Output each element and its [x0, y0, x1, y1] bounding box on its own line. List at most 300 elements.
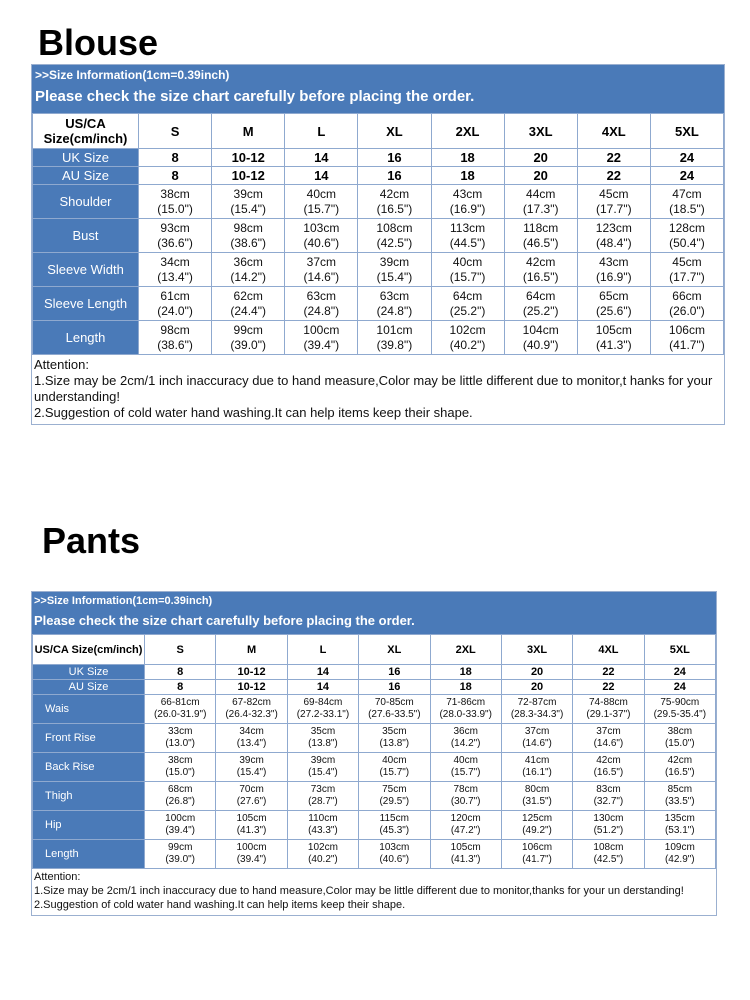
cm-value: 40cm — [453, 754, 478, 766]
measurement-cell — [358, 219, 431, 253]
size-value: 14 — [287, 665, 358, 680]
cm-value: 105cm — [450, 841, 481, 853]
cm-value: 125cm — [522, 812, 553, 824]
cm-value: 75cm — [382, 783, 407, 795]
cm-value: 135cm — [664, 812, 695, 824]
pants-heading: Pants — [42, 520, 141, 561]
table-row — [33, 695, 716, 724]
measurement-cell — [504, 219, 577, 253]
measurement-cell — [145, 782, 216, 811]
size-col-header: 5XL — [650, 114, 723, 149]
size-value: 18 — [431, 167, 504, 185]
cm-value: 68cm — [167, 783, 193, 795]
inch-value: (32.7") — [593, 796, 624, 807]
measurement-cell — [216, 695, 287, 724]
size-value: 8 — [139, 149, 212, 167]
inch-value: (28.7") — [308, 796, 338, 807]
inch-value: (41.3") — [596, 337, 632, 352]
measurement-cell — [139, 185, 212, 219]
inch-value: (46.5") — [522, 235, 559, 250]
inch-value: (15.0") — [157, 201, 193, 216]
measurement-cell — [573, 840, 644, 869]
inch-value: (42.9") — [664, 854, 695, 865]
cm-value: 130cm — [593, 812, 624, 824]
cm-value: 85cm — [667, 783, 693, 795]
inch-value: (41.3") — [450, 854, 481, 865]
measurement-cell — [212, 185, 285, 219]
measurement-cell — [359, 753, 430, 782]
cm-value: 33cm — [167, 725, 193, 737]
measurement-cell — [139, 287, 212, 321]
cm-value: 44cm — [526, 186, 556, 201]
cm-value: 63cm — [379, 288, 410, 303]
cm-value: 115cm — [379, 812, 409, 824]
inch-value: (24.0") — [157, 303, 193, 318]
measurement-cell — [430, 753, 501, 782]
inch-value: (26.0-31.9") — [153, 709, 207, 720]
size-col-header: 2XL — [431, 114, 504, 149]
cm-value: 80cm — [524, 783, 550, 795]
inch-value: (41.7") — [669, 337, 705, 352]
inch-value: (16.9") — [596, 269, 632, 284]
size-value: 22 — [573, 680, 644, 695]
attention-title: Attention: — [34, 871, 81, 883]
inch-value: (29.5") — [379, 796, 410, 807]
inch-value: (41.7") — [522, 854, 552, 865]
inch-value: (15.0") — [165, 767, 196, 778]
inch-value: (39.0") — [165, 854, 196, 865]
measurement-cell — [285, 219, 358, 253]
cm-value: 128cm — [668, 220, 705, 235]
measurement-cell — [145, 840, 216, 869]
inch-value: (27.6") — [236, 796, 267, 807]
size-value: 24 — [650, 149, 723, 167]
measurement-cell — [501, 753, 572, 782]
cm-value: 42cm — [379, 186, 410, 201]
measurement-label: Bust — [33, 219, 139, 253]
table-row — [33, 753, 716, 782]
measurement-cell — [285, 253, 358, 287]
cm-value: 93cm — [160, 220, 190, 235]
measurement-cell — [216, 724, 287, 753]
cm-value: 39cm — [233, 186, 263, 201]
au-size-row — [33, 680, 716, 695]
measurement-cell — [358, 253, 431, 287]
size-header-row — [33, 114, 724, 149]
cm-value: 64cm — [452, 288, 483, 303]
cm-value: 103cm — [303, 220, 340, 235]
measurement-cell — [501, 724, 572, 753]
size-value: 18 — [431, 149, 504, 167]
size-value: 16 — [358, 149, 431, 167]
inch-value: (25.6") — [596, 303, 632, 318]
size-col-header: XL — [358, 114, 431, 149]
cm-value: 62cm — [233, 288, 263, 303]
measurement-cell — [430, 840, 501, 869]
measurement-cell — [431, 185, 504, 219]
cm-value: 105cm — [595, 322, 632, 337]
inch-value: (15.4") — [230, 201, 266, 216]
inch-value: (36.6") — [157, 235, 193, 250]
inch-value: (15.4") — [376, 269, 413, 284]
measurement-cell — [359, 695, 430, 724]
cm-value: 37cm — [596, 725, 621, 737]
measurement-cell — [145, 811, 216, 840]
cm-value: 75-90cm — [660, 696, 700, 708]
size-col-header: 5XL — [644, 635, 715, 665]
size-value: 22 — [577, 167, 650, 185]
measurement-cell — [431, 219, 504, 253]
table-row — [33, 253, 724, 287]
inch-value: (27.6-33.5") — [368, 709, 421, 720]
cm-value: 34cm — [239, 725, 264, 737]
measurement-cell — [501, 840, 572, 869]
inch-value: (43.3") — [308, 825, 338, 836]
cm-value: 71-86cm — [446, 696, 486, 708]
size-value: 10-12 — [216, 680, 287, 695]
inch-value: (16.5") — [593, 767, 624, 778]
attention-notes — [32, 869, 716, 915]
measurement-cell — [573, 753, 644, 782]
cm-value: 40cm — [306, 186, 336, 201]
inch-value: (24.4") — [230, 303, 266, 318]
size-col-header: M — [216, 635, 287, 665]
inch-value: (15.7") — [379, 767, 410, 778]
inch-value: (39.8") — [376, 337, 413, 352]
measurement-label: Length — [33, 321, 139, 355]
measurement-cell — [504, 185, 577, 219]
measurement-cell — [359, 811, 430, 840]
pants-size-chart — [31, 591, 717, 916]
size-value: 20 — [501, 665, 572, 680]
cm-value: 100cm — [236, 841, 267, 853]
size-value: 24 — [644, 680, 715, 695]
size-value: 14 — [285, 149, 358, 167]
inch-value: (28.3-34.3") — [510, 709, 564, 720]
inch-value: (15.4") — [236, 767, 267, 778]
inch-value: (29.1-37") — [586, 709, 631, 720]
size-col-header: S — [145, 635, 216, 665]
cm-value: 106cm — [522, 841, 553, 853]
measurement-cell — [139, 321, 212, 355]
cm-value: 78cm — [453, 783, 478, 795]
row-label: AU Size — [33, 167, 139, 185]
inch-value: (15.7") — [449, 269, 486, 284]
size-info-banner — [32, 65, 724, 113]
inch-value: (26.8") — [165, 796, 196, 807]
measurement-cell — [644, 782, 715, 811]
inch-value: (17.7") — [596, 201, 632, 216]
size-info-text: >>Size Information(1cm=0.39inch) — [34, 595, 213, 607]
cm-value: 42cm — [596, 754, 621, 766]
cm-value: 69-84cm — [303, 696, 343, 708]
cm-value: 108cm — [593, 841, 624, 853]
cm-value: 35cm — [382, 725, 407, 737]
inch-value: (39.4") — [165, 825, 196, 836]
cm-value: 34cm — [160, 254, 190, 269]
cm-value: 43cm — [452, 186, 483, 201]
measurement-cell — [573, 811, 644, 840]
attention-note-1: 1.Size may be 2cm/1 inch inaccuracy due to hand measure,Color may be little different due to monitor,thanks for your un derstanding! — [34, 885, 684, 897]
cm-value: 45cm — [672, 254, 702, 269]
measurement-cell — [139, 219, 212, 253]
measurement-cell — [358, 321, 431, 355]
inch-value: (16.9") — [449, 201, 486, 216]
size-value: 16 — [359, 665, 430, 680]
cm-value: 39cm — [379, 254, 410, 269]
measurement-cell — [287, 782, 358, 811]
measurement-cell — [431, 253, 504, 287]
measurement-label: Shoulder — [33, 185, 139, 219]
cm-value: 83cm — [596, 783, 621, 795]
cm-value: 41cm — [524, 754, 550, 766]
cm-value: 99cm — [167, 841, 193, 853]
cm-value: 74-88cm — [588, 696, 628, 708]
measurement-cell — [577, 219, 650, 253]
size-info-text: >>Size Information(1cm=0.39inch) — [35, 68, 230, 82]
size-col-header: M — [212, 114, 285, 149]
measurement-cell — [577, 321, 650, 355]
size-value: 8 — [145, 665, 216, 680]
inch-value: (24.8") — [303, 303, 340, 318]
cm-value: 65cm — [599, 288, 629, 303]
size-col-header: 3XL — [501, 635, 572, 665]
measurement-cell — [650, 253, 723, 287]
row-label: AU Size — [33, 680, 145, 695]
cm-value: 106cm — [668, 322, 705, 337]
cm-value: 101cm — [376, 322, 413, 337]
measurement-cell — [644, 811, 715, 840]
cm-value: 66cm — [672, 288, 702, 303]
inch-value: (39.4") — [236, 854, 267, 865]
size-col-header: 4XL — [573, 635, 644, 665]
measurement-cell — [359, 782, 430, 811]
cm-value: 100cm — [303, 322, 340, 337]
inch-value: (30.7") — [450, 796, 481, 807]
measurement-cell — [285, 185, 358, 219]
measurement-cell — [650, 219, 723, 253]
attention-title: Attention: — [34, 357, 89, 372]
measurement-cell — [430, 724, 501, 753]
cm-value: 98cm — [233, 220, 263, 235]
cm-value: 39cm — [239, 754, 264, 766]
cm-value: 42cm — [667, 754, 693, 766]
size-value: 14 — [287, 680, 358, 695]
table-row — [33, 185, 724, 219]
cm-value: 40cm — [452, 254, 483, 269]
cm-value: 100cm — [165, 812, 196, 824]
inch-value: (13.4") — [236, 738, 267, 749]
cm-value: 42cm — [526, 254, 556, 269]
measurement-cell — [285, 321, 358, 355]
cm-value: 102cm — [307, 841, 338, 853]
inch-value: (17.3") — [522, 201, 559, 216]
measurement-label: Length — [33, 840, 145, 869]
inch-value: (40.6") — [303, 235, 340, 250]
measurement-cell — [287, 753, 358, 782]
table-row — [33, 321, 724, 355]
size-col-header: 3XL — [504, 114, 577, 149]
measurement-cell — [650, 185, 723, 219]
measurement-cell — [430, 811, 501, 840]
measurement-cell — [358, 287, 431, 321]
measurement-cell — [216, 753, 287, 782]
au-size-row — [33, 167, 724, 185]
attention-note-2: 2.Suggestion of cold water hand washing.It can help items keep their shape. — [34, 899, 406, 911]
table-row — [33, 724, 716, 753]
size-value: 8 — [139, 167, 212, 185]
measurement-cell — [577, 287, 650, 321]
measurement-cell — [431, 287, 504, 321]
cm-value: 38cm — [667, 725, 693, 737]
measurement-cell — [212, 287, 285, 321]
inch-value: (27.2-33.1") — [296, 709, 350, 720]
measurement-cell — [139, 253, 212, 287]
cm-value: 64cm — [526, 288, 556, 303]
inch-value: (45.3") — [379, 825, 410, 836]
inch-value: (16.5") — [376, 201, 413, 216]
inch-value: (40.2") — [449, 337, 486, 352]
cm-value: 36cm — [453, 725, 478, 737]
measurement-cell — [430, 782, 501, 811]
size-col-header: L — [285, 114, 358, 149]
cm-value: 37cm — [524, 725, 550, 737]
inch-value: (33.5") — [664, 796, 695, 807]
inch-value: (49.2") — [522, 825, 552, 836]
size-value: 20 — [501, 680, 572, 695]
size-notice-text: Please check the size chart carefully before placing the order. — [34, 613, 415, 628]
inch-value: (40.2") — [308, 854, 338, 865]
blouse-heading: Blouse — [38, 22, 159, 63]
cm-value: 99cm — [233, 322, 263, 337]
cm-value: 43cm — [599, 254, 629, 269]
measurement-cell — [644, 840, 715, 869]
measurement-cell — [145, 724, 216, 753]
measurement-cell — [359, 840, 430, 869]
measurement-label: Wais — [33, 695, 145, 724]
measurement-cell — [145, 753, 216, 782]
size-value: 22 — [577, 149, 650, 167]
measurement-cell — [577, 185, 650, 219]
cm-value: 70cm — [239, 783, 264, 795]
size-notice-text: Please check the size chart carefully before placing the order. — [35, 88, 475, 105]
cm-value: 104cm — [522, 322, 559, 337]
cm-value: 110cm — [308, 812, 338, 824]
cm-value: 123cm — [595, 220, 632, 235]
measurement-label: Back Rise — [33, 753, 145, 782]
cm-value: 70-85cm — [374, 696, 414, 708]
table-row — [33, 840, 716, 869]
row-label: UK Size — [33, 665, 145, 680]
size-value: 10-12 — [212, 149, 285, 167]
inch-value: (40.9") — [522, 337, 559, 352]
attention-notes — [32, 355, 724, 424]
inch-value: (47.2") — [450, 825, 481, 836]
inch-value: (39.4") — [303, 337, 340, 352]
size-value: 18 — [430, 665, 501, 680]
cm-value: 35cm — [310, 725, 336, 737]
size-header-label: US/CA Size(cm/inch) — [33, 635, 145, 665]
measurement-cell — [212, 219, 285, 253]
inch-value: (16.5") — [522, 269, 559, 284]
cm-value: 38cm — [160, 186, 190, 201]
size-value: 20 — [504, 149, 577, 167]
inch-value: (31.5") — [522, 796, 552, 807]
size-header-label: US/CA Size(cm/inch) — [33, 114, 139, 149]
measurement-cell — [145, 695, 216, 724]
measurement-cell — [650, 287, 723, 321]
measurement-cell — [644, 724, 715, 753]
size-header-row — [33, 635, 716, 665]
size-table — [32, 634, 716, 869]
size-col-header: 2XL — [430, 635, 501, 665]
inch-value: (38.6") — [157, 337, 193, 352]
cm-value: 73cm — [310, 783, 336, 795]
cm-value: 102cm — [449, 322, 486, 337]
measurement-label: Thigh — [33, 782, 145, 811]
size-value: 10-12 — [216, 665, 287, 680]
cm-value: 113cm — [449, 220, 486, 235]
measurement-cell — [650, 321, 723, 355]
uk-size-row — [33, 149, 724, 167]
inch-value: (14.2") — [230, 269, 266, 284]
cm-value: 109cm — [664, 841, 695, 853]
size-value: 24 — [650, 167, 723, 185]
measurement-cell — [212, 253, 285, 287]
cm-value: 72-87cm — [517, 696, 557, 708]
measurement-cell — [216, 782, 287, 811]
inch-value: (15.7") — [450, 767, 481, 778]
size-col-header: L — [287, 635, 358, 665]
inch-value: (53.1") — [664, 825, 695, 836]
inch-value: (41.3") — [236, 825, 267, 836]
measurement-cell — [216, 840, 287, 869]
cm-value: 36cm — [233, 254, 263, 269]
inch-value: (44.5") — [449, 235, 486, 250]
inch-value: (14.2") — [450, 738, 481, 749]
inch-value: (15.0") — [664, 738, 695, 749]
measurement-cell — [287, 695, 358, 724]
size-table — [32, 113, 724, 355]
cm-value: 105cm — [236, 812, 267, 824]
inch-value: (14.6") — [303, 269, 340, 284]
attention-note-1: 1.Size may be 2cm/1 inch inaccuracy due to hand measure,Color may be little different due to monitor,t hanks for your understanding! — [34, 373, 713, 404]
table-row — [33, 287, 724, 321]
measurement-label: Front Rise — [33, 724, 145, 753]
measurement-cell — [644, 753, 715, 782]
cm-value: 103cm — [379, 841, 410, 853]
measurement-cell — [216, 811, 287, 840]
cm-value: 108cm — [376, 220, 413, 235]
size-value: 16 — [359, 680, 430, 695]
cm-value: 38cm — [167, 754, 193, 766]
size-col-header: S — [139, 114, 212, 149]
measurement-cell — [573, 724, 644, 753]
inch-value: (51.2") — [593, 825, 624, 836]
measurement-label: Sleeve Width — [33, 253, 139, 287]
inch-value: (15.4") — [308, 767, 338, 778]
cm-value: 66-81cm — [160, 696, 200, 708]
measurement-cell — [504, 253, 577, 287]
cm-value: 40cm — [382, 754, 407, 766]
cm-value: 98cm — [160, 322, 190, 337]
inch-value: (38.6") — [230, 235, 266, 250]
inch-value: (16.5") — [664, 767, 695, 778]
inch-value: (42.5") — [376, 235, 413, 250]
measurement-cell — [501, 782, 572, 811]
cm-value: 47cm — [672, 186, 702, 201]
size-value: 22 — [573, 665, 644, 680]
